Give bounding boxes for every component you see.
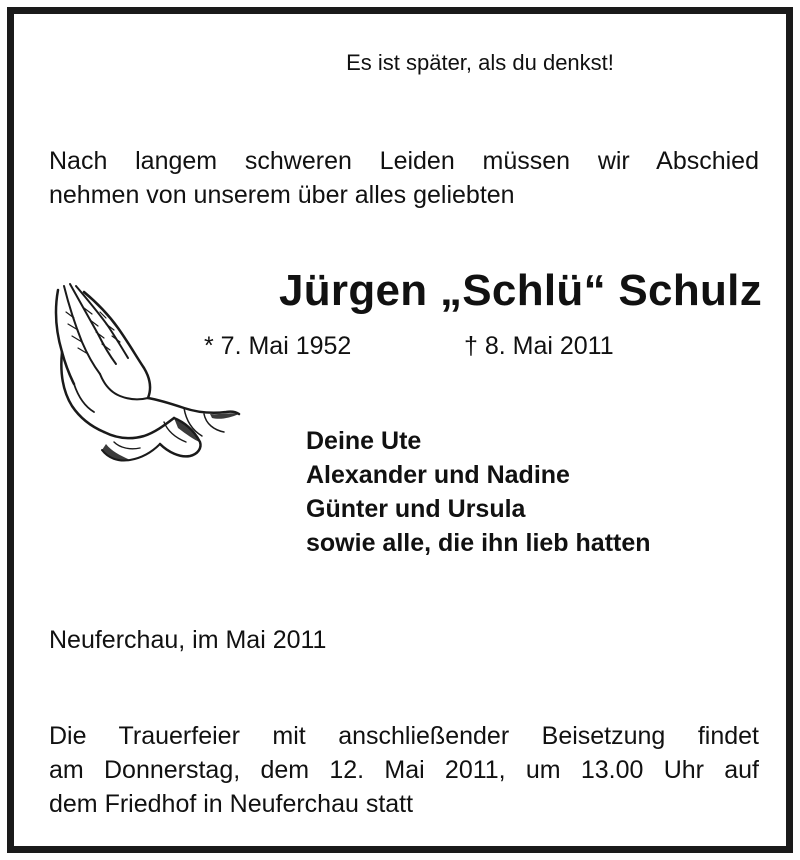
ceremony-line-2: am Donnerstag, dem 12. Mai 2011, um 13.00 Uhr auf bbox=[49, 756, 759, 784]
deceased-name: Jürgen „Schlü“ Schulz bbox=[278, 266, 762, 315]
intro-line-1: Nach langem schweren Leiden müssen wir Abschied bbox=[49, 147, 759, 175]
mourners-list bbox=[306, 424, 651, 560]
mourner-line: Deine Ute bbox=[306, 427, 422, 455]
mourner-line: sowie alle, die ihn lieb hatten bbox=[306, 529, 651, 557]
ceremony-line-3: dem Friedhof in Neuferchau statt bbox=[49, 790, 414, 818]
intro-text bbox=[49, 144, 759, 212]
death-date: † 8. Mai 2011 bbox=[464, 332, 614, 360]
motto: Es ist später, als du denkst! bbox=[346, 50, 614, 75]
mourner-line: Alexander und Nadine bbox=[306, 461, 570, 489]
place-and-date: Neuferchau, im Mai 2011 bbox=[49, 626, 327, 654]
obituary-notice bbox=[7, 7, 793, 853]
ceremony-line-1: Die Trauerfeier mit anschließender Beisetzung findet bbox=[49, 722, 759, 750]
ceremony-text bbox=[49, 719, 759, 821]
intro-line-2: nehmen von unserem über alles geliebten bbox=[49, 181, 515, 209]
birth-date: * 7. Mai 1952 bbox=[204, 332, 352, 360]
mourner-line: Günter und Ursula bbox=[306, 495, 526, 523]
